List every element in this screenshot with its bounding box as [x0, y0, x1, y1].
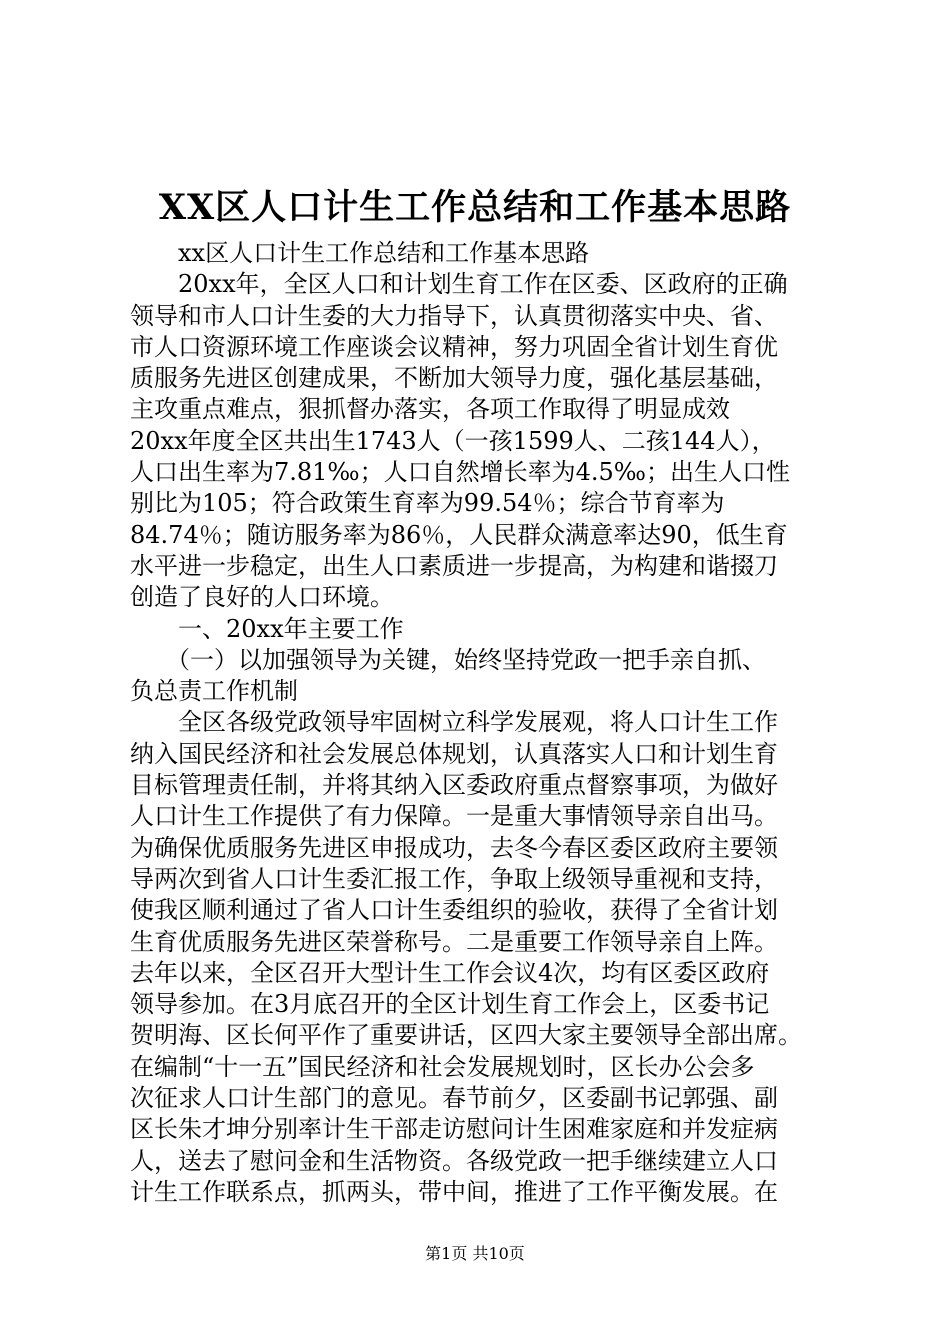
body-line: 次征求人口计生部门的意见。春节前夕，区委副书记郭强、副: [130, 1084, 778, 1113]
body-line: 水平进一步稳定，出生人口素质进一步提高，为构建和谐掇刀: [130, 551, 778, 580]
body-line: 领导和市人口计生委的大力指导下，认真贯彻落实中央、省、: [130, 301, 778, 330]
body-line: 人，送去了慰问金和生活物资。各级党政一把手继续建立人口: [130, 1146, 778, 1175]
body-line: 区长朱才坤分别率计生干部走访慰问计生困难家庭和并发症病: [130, 1115, 778, 1144]
body-line: 全区各级党政领导牢固树立科学发展观，将人口计生工作: [130, 708, 778, 737]
body-line: 质服务先进区创建成果，不断加大领导力度，强化基层基础，: [130, 364, 778, 393]
body-line: 去年以来，全区召开大型计生工作会议4次，均有区委区政府: [130, 958, 770, 987]
body-line: 在编制“十一五”国民经济和社会发展规划时，区长办公会多: [130, 1052, 755, 1081]
body-line: xx区人口计生工作总结和工作基本思路: [130, 239, 590, 267]
page-number: 第1页 共10页: [425, 1244, 525, 1263]
body-line: 人口计生工作提供了有力保障。一是重大事情领导亲自出马。: [130, 802, 778, 831]
subsection-heading: （一）以加强领导为关键，始终坚持党政一把手亲自抓、: [130, 645, 766, 674]
body-line: 导两次到省人口计生委汇报工作，争取上级领导重视和支持，: [130, 864, 778, 893]
body-line: 20xx年，全区人口和计划生育工作在区委、区政府的正确: [130, 270, 788, 299]
body-line: 贺明海、区长何平作了重要讲话，区四大家主要领导全部出席。: [130, 1021, 802, 1050]
body-line: 创造了良好的人口环境。: [130, 583, 394, 612]
page-footer: [0, 1244, 950, 1264]
subsection-heading: 负总责工作机制: [130, 677, 298, 706]
body-line: 84.74％；随访服务率为86％，人民群众满意率达90，低生育: [130, 520, 788, 549]
body-line: 主攻重点难点，狠抓督办落实，各项工作取得了明显成效: [130, 395, 730, 424]
body-line: 为确保优质服务先进区申报成功，去冬今春区委区政府主要领: [130, 833, 778, 862]
body-line: 生育优质服务先进区荣誉称号。二是重要工作领导亲自上阵。: [130, 927, 778, 956]
body-line: 市人口资源环境工作座谈会议精神，努力巩固全省计划生育优: [130, 332, 778, 361]
body-line: 人口出生率为7.81‰；人口自然增长率为4.5‰；出生人口性: [130, 458, 791, 487]
section-heading: 一、20xx年主要工作: [130, 614, 404, 643]
body-line: 纳入国民经济和社会发展总体规划，认真落实人口和计划生育: [130, 739, 778, 768]
document-body: [130, 238, 850, 1208]
body-line: 20xx年度全区共出生1743人（一孩1599人、二孩144人），: [130, 426, 776, 455]
body-line: 使我区顺利通过了省人口计生委组织的验收，获得了全省计划: [130, 896, 778, 925]
body-line: 别比为105；符合政策生育率为99.54％；综合节育率为: [130, 489, 725, 518]
body-line: 计生工作联系点，抓两头，带中间，推进了工作平衡发展。在: [130, 1177, 778, 1206]
document-title: XX区人口计生工作总结和工作基本思路: [158, 187, 792, 228]
body-line: 目标管理责任制，并将其纳入区委政府重点督察事项，为做好: [130, 771, 778, 800]
body-line: 领导参加。在3月底召开的全区计划生育工作会上，区委书记: [130, 990, 770, 1019]
